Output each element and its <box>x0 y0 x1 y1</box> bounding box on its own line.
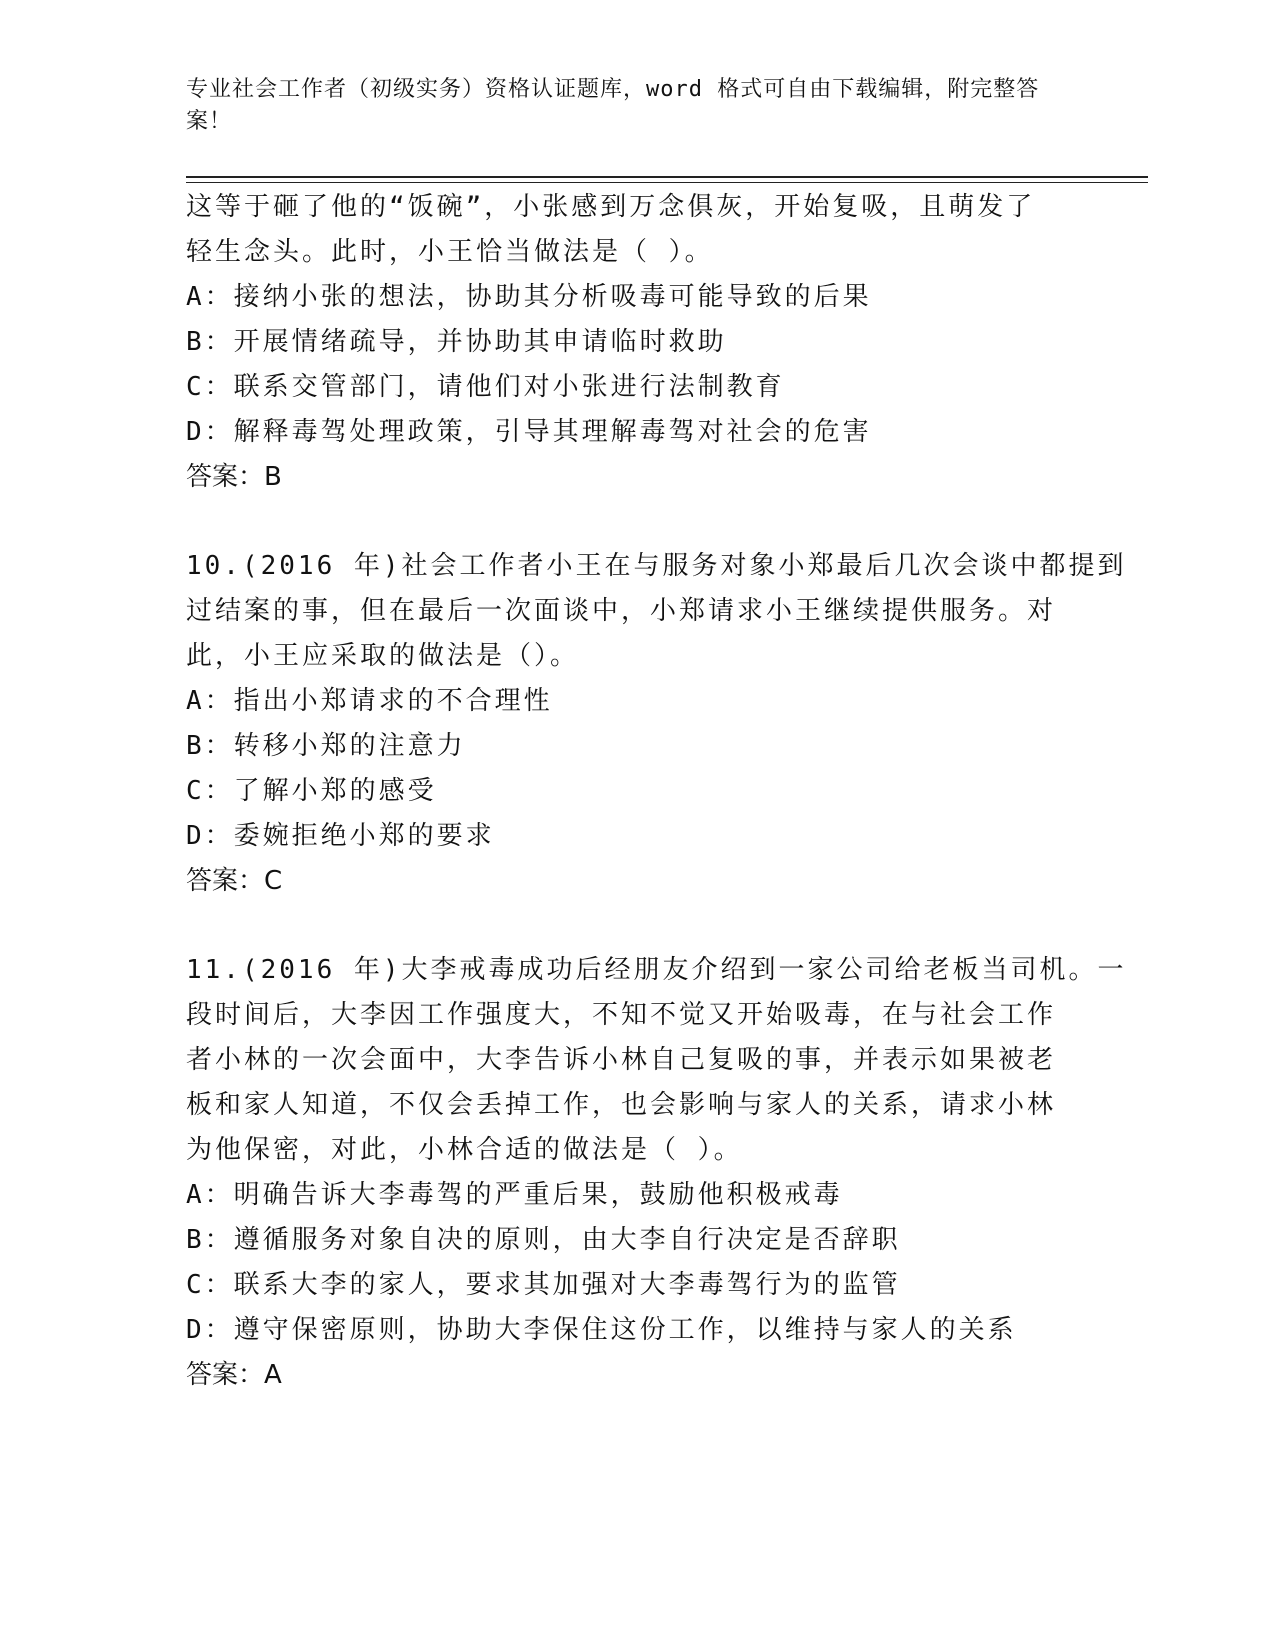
question-9-answer: 答案：B <box>186 462 282 492</box>
question-9-text-line-1: 这等于砸了他的“饭碗”，小张感到万念俱灰，开始复吸，且萌发了 <box>186 192 1036 222</box>
question-11-text-line-1: 11.(2016 年)大李戒毒成功后经朋友介绍到一家公司给老板当司机。一 <box>186 955 1127 985</box>
question-11-text-line-2: 段时间后，大李因工作强度大，不知不觉又开始吸毒，在与社会工作 <box>186 1000 1057 1030</box>
question-10-option-c: C：了解小郑的感受 <box>186 776 437 806</box>
question-9-option-b: B：开展情绪疏导，并协助其申请临时救助 <box>186 327 727 357</box>
question-10-text-line-1: 10.(2016 年)社会工作者小王在与服务对象小郑最后几次会谈中都提到 <box>186 551 1127 581</box>
question-11 <box>186 948 1127 1398</box>
question-10 <box>186 544 1127 904</box>
question-10-option-d: D：委婉拒绝小郑的要求 <box>186 821 495 851</box>
question-11-answer: 答案：A <box>186 1360 282 1390</box>
question-11-text-line-3: 者小林的一次会面中，大李告诉小林自己复吸的事，并表示如果被老 <box>186 1045 1057 1075</box>
question-11-option-d: D：遵守保密原则，协助大李保住这份工作，以维持与家人的关系 <box>186 1315 1017 1345</box>
document-content <box>186 185 1127 1398</box>
page-header: 专业社会工作者（初级实务）资格认证题库，word 格式可自由下载编辑，附完整答案！ <box>186 77 1040 134</box>
question-10-option-a: A：指出小郑请求的不合理性 <box>186 686 553 716</box>
question-9-option-c: C：联系交管部门，请他们对小张进行法制教育 <box>186 372 785 402</box>
question-11-option-c: C：联系大李的家人，要求其加强对大李毒驾行为的监管 <box>186 1270 901 1300</box>
question-10-answer: 答案：C <box>186 866 283 896</box>
question-10-text-line-2: 过结案的事，但在最后一次面谈中，小郑请求小王继续提供服务。对 <box>186 596 1057 626</box>
question-9 <box>186 185 1086 500</box>
question-11-text-line-4: 板和家人知道，不仅会丢掉工作，也会影响与家人的关系，请求小林 <box>186 1090 1057 1120</box>
question-9-option-a: A：接纳小张的想法，协助其分析吸毒可能导致的后果 <box>186 282 872 312</box>
question-9-text-line-2: 轻生念头。此时，小王恰当做法是（ ）。 <box>186 237 714 267</box>
question-11-text-line-5: 为他保密，对此，小林合适的做法是（ ）。 <box>186 1135 743 1165</box>
question-11-option-b: B：遵循服务对象自决的原则，由大李自行决定是否辞职 <box>186 1225 901 1255</box>
header-divider-thin <box>186 182 1148 183</box>
header-divider-thick <box>186 176 1148 178</box>
question-10-text-line-3: 此，小王应采取的做法是（）。 <box>186 641 580 671</box>
question-9-option-d: D：解释毒驾处理政策，引导其理解毒驾对社会的危害 <box>186 417 872 447</box>
question-10-option-b: B：转移小郑的注意力 <box>186 731 466 761</box>
question-11-option-a: A：明确告诉大李毒驾的严重后果，鼓励他积极戒毒 <box>186 1180 843 1210</box>
